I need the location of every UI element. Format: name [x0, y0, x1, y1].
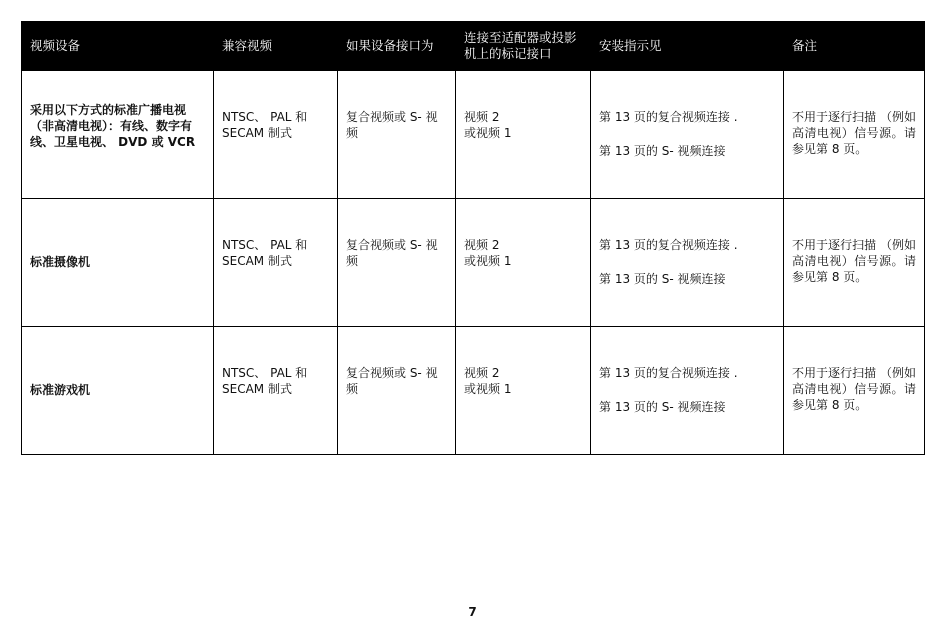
- cell-device: [22, 327, 214, 455]
- cell-port: [456, 199, 591, 327]
- instructions-block: [599, 71, 775, 159]
- header-compatible-video: 兼容视频: [214, 22, 338, 71]
- instruction-composite: 第 13 页的复合视频连接 .: [599, 366, 738, 380]
- port-block: [464, 71, 582, 141]
- port-line-2: 或视频 1: [464, 382, 512, 396]
- cell-compat: [214, 199, 338, 327]
- table-row: [22, 71, 925, 199]
- cell-notes: [784, 199, 925, 327]
- device-name: 采用以下方式的标准广播电视（非高清电视）：有线、数字有线、卫星电视、 DVD 或 VCR: [30, 103, 196, 149]
- cell-notes: [784, 71, 925, 199]
- cell-instructions: [591, 327, 784, 455]
- header-connect-port: 连接至适配器或投影机上的标记接口: [456, 22, 591, 71]
- header-notes: 备注: [784, 22, 925, 71]
- port-block: [464, 199, 582, 269]
- instruction-svideo: 第 13 页的 S- 视频连接: [599, 144, 726, 158]
- header-device-interface: 如果设备接口为: [338, 22, 456, 71]
- instruction-composite: 第 13 页的复合视频连接 .: [599, 238, 738, 252]
- instruction-composite: 第 13 页的复合视频连接 .: [599, 110, 738, 124]
- instruction-svideo: 第 13 页的 S- 视频连接: [599, 400, 726, 414]
- header-video-device: 视频设备: [22, 22, 214, 71]
- device-name: 标准摄像机: [30, 255, 91, 269]
- header-row: [22, 22, 925, 71]
- cell-compat: [214, 71, 338, 199]
- cell-port: [456, 71, 591, 199]
- table-body: [22, 71, 925, 455]
- port-line-1: 视频 2: [464, 110, 500, 124]
- cell-device: [22, 199, 214, 327]
- notes-text: 不用于逐行扫描 （例如高清电视）信号源。请参见第 8 页。: [792, 366, 916, 412]
- cell-notes: [784, 327, 925, 455]
- video-device-table: [21, 21, 925, 455]
- port-line-2: 或视频 1: [464, 254, 512, 268]
- table-header: [22, 22, 925, 71]
- compat-video-text: NTSC、 PAL 和 SECAM 制式: [222, 238, 308, 268]
- header-install-instructions: 安装指示见: [591, 22, 784, 71]
- interface-text: 复合视频或 S- 视频: [346, 366, 438, 396]
- instruction-svideo: 第 13 页的 S- 视频连接: [599, 272, 726, 286]
- compat-video-text: NTSC、 PAL 和 SECAM 制式: [222, 366, 308, 396]
- cell-instructions: [591, 71, 784, 199]
- cell-compat: [214, 327, 338, 455]
- port-line-1: 视频 2: [464, 238, 500, 252]
- cell-interface: [338, 199, 456, 327]
- notes-text: 不用于逐行扫描 （例如高清电视）信号源。请参见第 8 页。: [792, 238, 916, 284]
- cell-instructions: [591, 199, 784, 327]
- instructions-block: [599, 327, 775, 415]
- table-row: [22, 327, 925, 455]
- port-line-2: 或视频 1: [464, 126, 512, 140]
- interface-text: 复合视频或 S- 视频: [346, 238, 438, 268]
- instructions-block: [599, 199, 775, 287]
- cell-interface: [338, 71, 456, 199]
- device-name: 标准游戏机: [30, 383, 91, 397]
- port-block: [464, 327, 582, 397]
- port-line-1: 视频 2: [464, 366, 500, 380]
- notes-text: 不用于逐行扫描 （例如高清电视）信号源。请参见第 8 页。: [792, 110, 916, 156]
- cell-port: [456, 327, 591, 455]
- cell-interface: [338, 327, 456, 455]
- page-number: 7: [468, 605, 477, 619]
- compat-video-text: NTSC、 PAL 和 SECAM 制式: [222, 110, 308, 140]
- table-row: [22, 199, 925, 327]
- cell-device: [22, 71, 214, 199]
- interface-text: 复合视频或 S- 视频: [346, 110, 438, 140]
